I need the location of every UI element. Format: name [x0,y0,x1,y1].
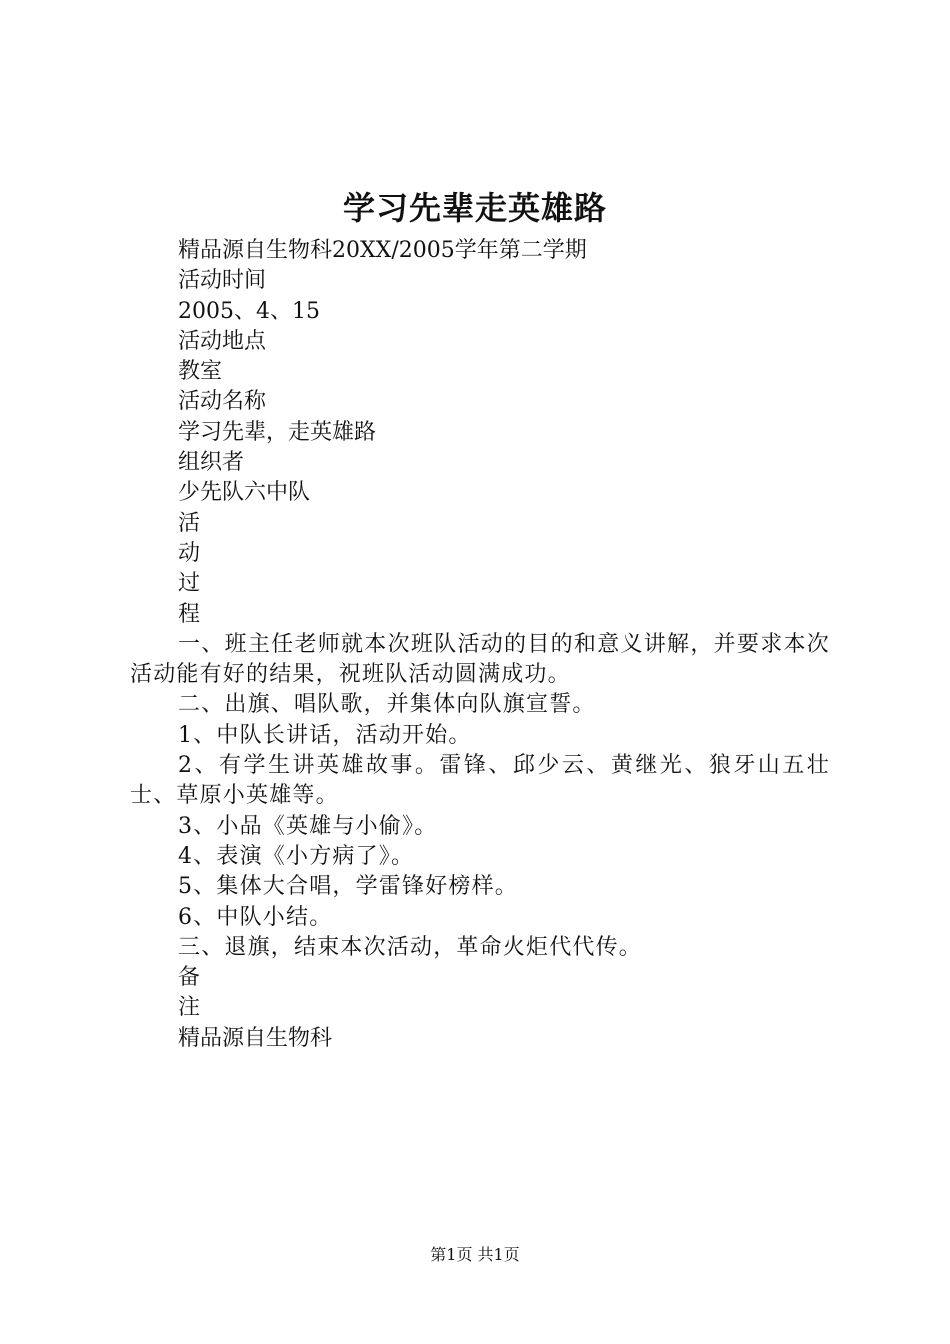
document-title: 学习先辈走英雄路 [342,189,607,227]
body-paragraph: 二、出旗、唱队歌，并集体向队旗宣誓。 [178,692,596,718]
body-line: 动 [178,540,201,566]
document-body [130,236,830,1054]
body-line: 学习先辈，走英雄路 [178,419,377,445]
body-line: 活 [178,510,201,536]
body-paragraph: 一、班主任老师就本次班队活动的目的和意义讲解，并要求本次活动能有好的结果，祝班队活动圆满成功。 [130,631,830,688]
body-line: 过 [178,571,201,597]
body-line: 教室 [178,359,223,385]
body-line: 精品源自生物科20XX/2005学年第二学期 [178,238,587,263]
body-line: 活动地点 [178,328,267,354]
body-line: 备 [178,965,201,991]
body-line: 精品源自生物科 [178,1025,333,1051]
body-line: 2005、4、15 [178,298,320,324]
body-line: 活动时间 [178,268,267,294]
body-paragraph: 三、退旗，结束本次活动，革命火炬代代传。 [178,934,643,960]
body-line: 活动名称 [178,389,267,415]
body-line: 程 [178,601,201,627]
body-paragraph: 5、集体大合唱，学雷锋好榜样。 [178,874,518,900]
body-paragraph: 6、中队小结。 [178,904,333,930]
body-paragraph: 2、有学生讲英雄故事。雷锋、邱少云、黄继光、狼牙山五壮士、草原小英雄等。 [130,753,830,809]
body-line: 注 [178,995,201,1021]
page-footer: 第1页 共1页 [430,1245,520,1264]
body-paragraph: 3、小品《英雄与小偷》。 [178,813,438,839]
body-paragraph: 4、表演《小方病了》。 [178,843,415,869]
body-line: 组织者 [178,450,245,476]
body-line: 少先队六中队 [178,480,311,506]
body-paragraph: 1、中队长讲话，活动开始。 [178,722,472,748]
